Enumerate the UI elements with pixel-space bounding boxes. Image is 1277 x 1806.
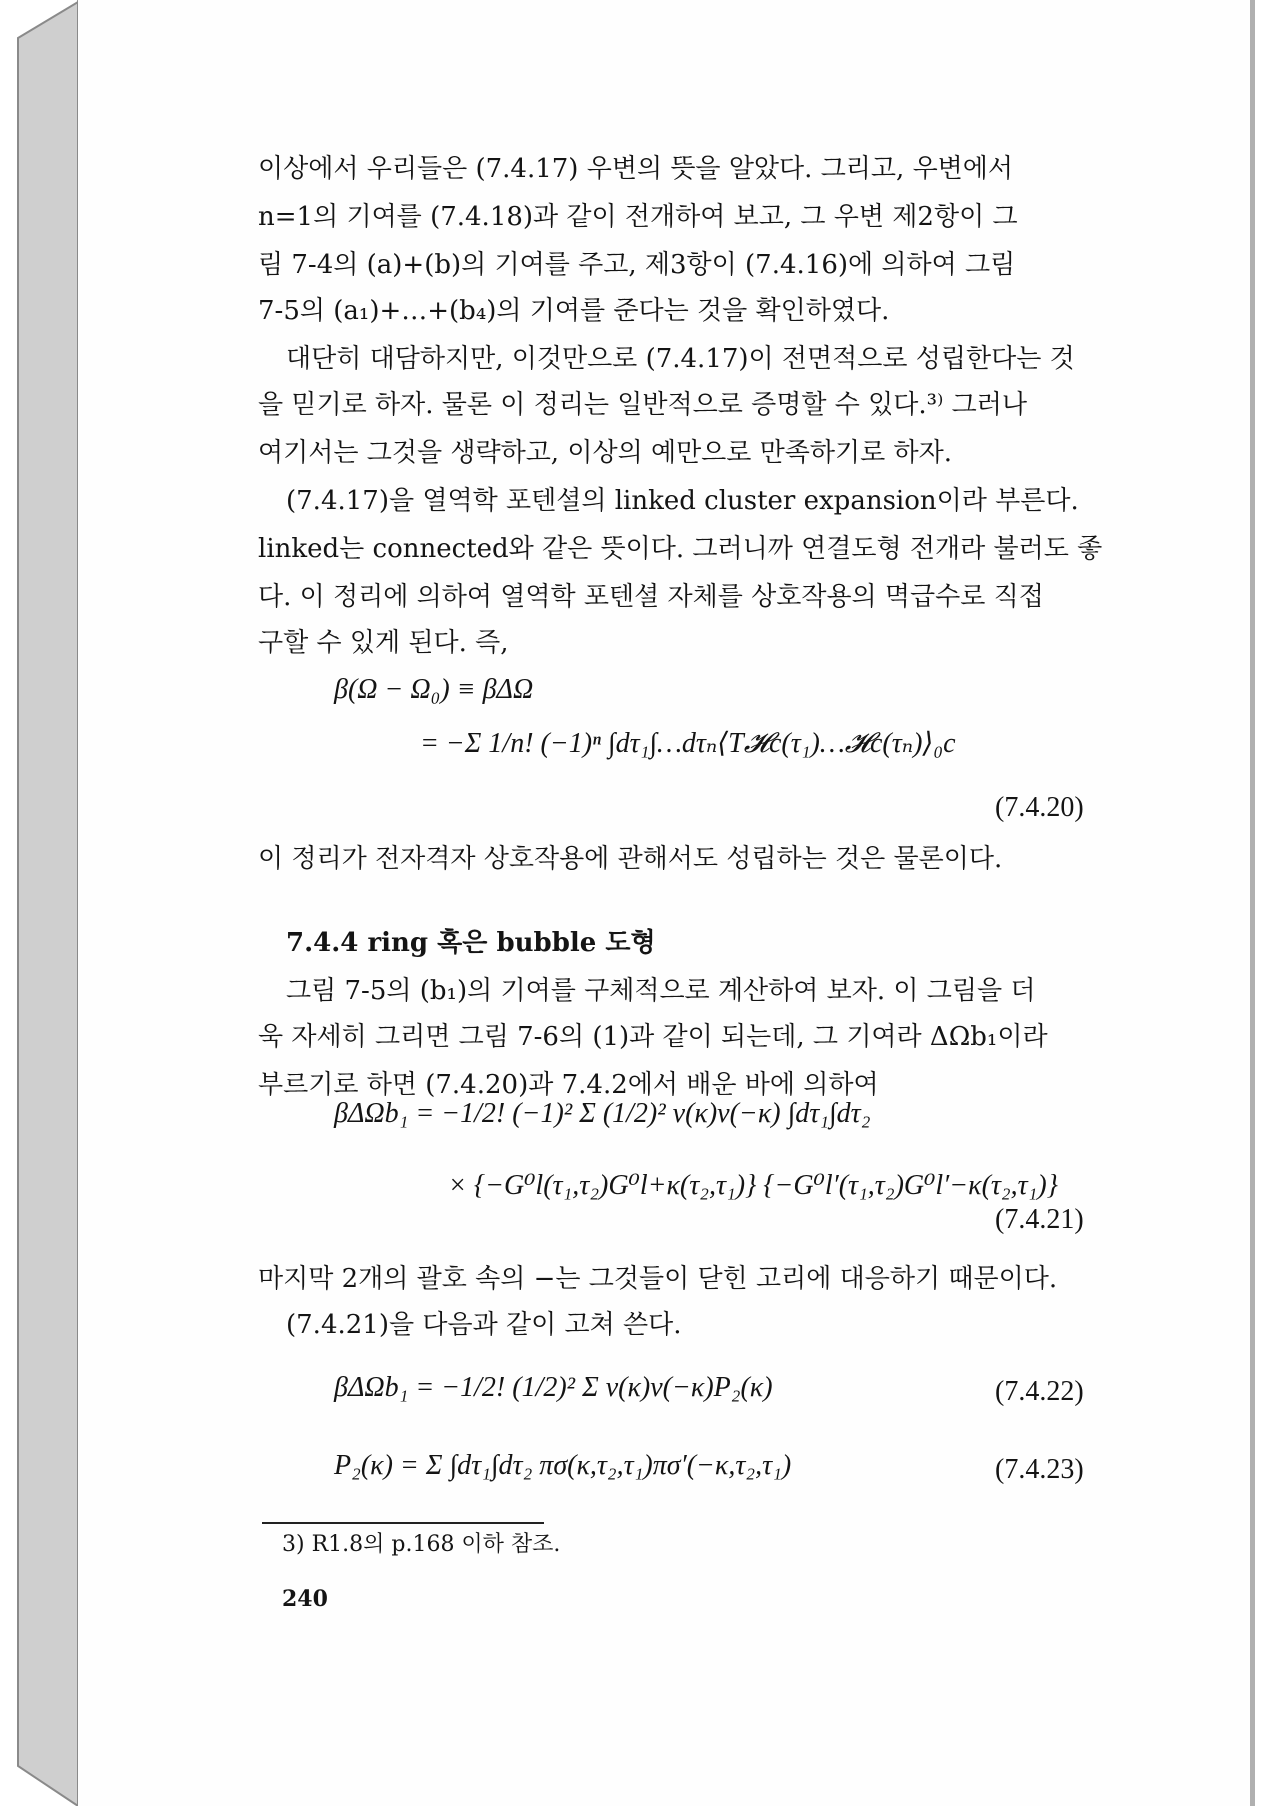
equation-7-4-22: βΔΩb₁ = −1/2! (1/2)² Σ v(κ)v(−κ)P₂(κ) [334, 1372, 773, 1403]
paragraph-3-line-1: (7.4.17)을 열역학 포텐셜의 linked cluster expansion이라 부른다. [286, 486, 1079, 516]
equation-7-4-21-line-1: βΔΩb₁ = −1/2! (−1)² Σ (1/2)² v(κ)v(−κ) ∫dτ₁∫dτ₂ [334, 1098, 871, 1129]
section-number: 7.4.4 [286, 928, 359, 958]
footnote-rule [262, 1522, 544, 1524]
equation-7-4-23: P₂(κ) = Σ ∫dτ₁∫dτ₂ πσ(κ,τ₂,τ₁)πσ′(−κ,τ₂,τ₁) [334, 1450, 792, 1481]
equation-7-4-20-rhs: = −Σ 1/n! (−1)ⁿ ∫dτ₁∫…dτₙ⟨T𝓗c(τ₁)…𝓗c(τₙ)⟩₀c [420, 728, 956, 759]
paragraph-5-line-3: 부르기로 하면 (7.4.20)과 7.4.2에서 배운 바에 의하여 [258, 1070, 879, 1100]
equation-number-7-4-23: (7.4.23) [995, 1454, 1084, 1485]
paragraph-3-line-2: linked는 connected와 같은 뜻이다. 그러니까 연결도형 전개라 불러도 좋 [258, 534, 1103, 564]
equation-number-7-4-21: (7.4.21) [995, 1204, 1084, 1235]
footnote: 3) R1.8의 p.168 이하 참조. [282, 1532, 561, 1557]
section-title: ring 혹은 bubble 도형 [367, 928, 656, 958]
paragraph-1-line-2: n=1의 기여를 (7.4.18)과 같이 전개하여 보고, 그 우변 제2항이 그 [258, 202, 1018, 232]
book-spine-side [18, 2, 78, 1806]
paragraph-5-line-1: 그림 7-5의 (b₁)의 기여를 구체적으로 계산하여 보자. 이 그림을 더 [286, 976, 1036, 1006]
paragraph-5-line-2: 욱 자세히 그리면 그림 7-6의 (1)과 같이 되는데, 그 기여라 ΔΩb₁이라 [258, 1022, 1048, 1052]
section-heading [286, 930, 656, 956]
paragraph-3-line-4: 구할 수 있게 된다. 즉, [258, 628, 509, 658]
equation-7-4-21-line-2: × {−G⁰l(τ₁,τ₂)G⁰l+κ(τ₂,τ₁)} {−G⁰l′(τ₁,τ₂)G⁰l′−κ(τ₂,τ₁)} [448, 1170, 1058, 1201]
paragraph-1-line-3: 림 7-4의 (a)+(b)의 기여를 주고, 제3항이 (7.4.16)에 의하여 그림 [258, 250, 1016, 280]
page-number: 240 [282, 1586, 328, 1612]
equation-number-7-4-20: (7.4.20) [995, 792, 1084, 823]
paragraph-4: 이 정리가 전자격자 상호작용에 관해서도 성립하는 것은 물론이다. [258, 844, 1003, 874]
paragraph-2-line-2: 을 믿기로 하자. 물론 이 정리는 일반적으로 증명할 수 있다.³⁾ 그러나 [258, 390, 1028, 420]
paragraph-6-line-1: 마지막 2개의 괄호 속의 −는 그것들이 닫힌 고리에 대응하기 때문이다. [258, 1264, 1058, 1294]
equation-number-7-4-22: (7.4.22) [995, 1376, 1084, 1407]
equation-7-4-20-lhs: β(Ω − Ω₀) ≡ βΔΩ [334, 674, 534, 705]
paragraph-2-line-1: 대단히 대담하지만, 이것만으로 (7.4.17)이 전면적으로 성립한다는 것 [286, 344, 1075, 374]
paragraph-2-line-3: 여기서는 그것을 생략하고, 이상의 예만으로 만족하기로 하자. [258, 438, 953, 468]
paragraph-6-line-2: (7.4.21)을 다음과 같이 고쳐 쓴다. [286, 1310, 682, 1340]
paragraph-1-line-4: 7-5의 (a₁)+…+(b₄)의 기여를 준다는 것을 확인하였다. [258, 296, 890, 326]
paragraph-3-line-3: 다. 이 정리에 의하여 열역학 포텐셜 자체를 상호작용의 멱급수로 직접 [258, 582, 1044, 612]
paragraph-1-line-1: 이상에서 우리들은 (7.4.17) 우변의 뜻을 알았다. 그리고, 우변에서 [258, 154, 1014, 184]
